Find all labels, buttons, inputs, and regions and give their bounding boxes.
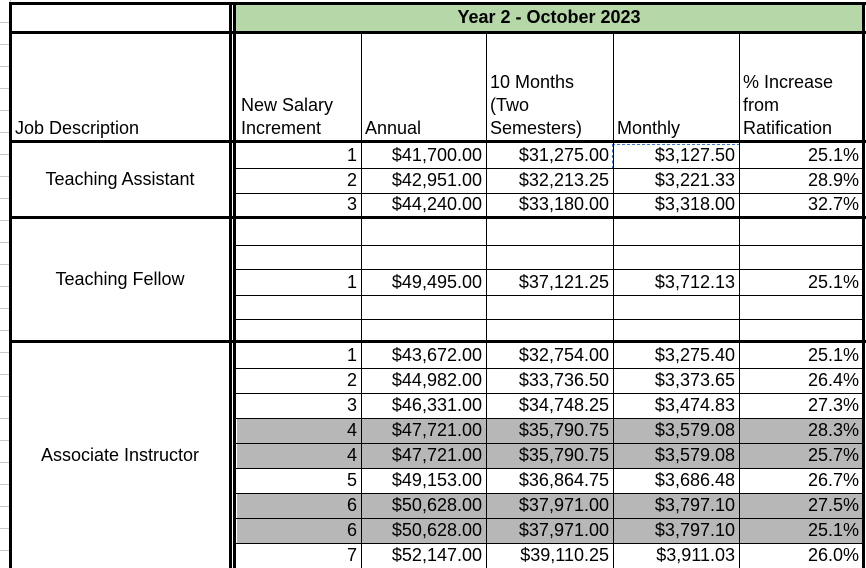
cell-increment[interactable]: 3 — [346, 395, 357, 415]
cell-monthly[interactable]: $3,318.00 — [654, 194, 735, 214]
border-title-bottom — [9, 31, 866, 34]
cell-annual[interactable]: $43,672.00 — [391, 345, 482, 365]
cell-ten-months[interactable]: $32,213.25 — [518, 170, 609, 190]
cell-percent-increase[interactable]: 26.7% — [807, 470, 859, 490]
row-divider — [236, 518, 862, 519]
cell-ten-months[interactable]: $36,864.75 — [518, 470, 609, 490]
cell-annual[interactable]: $52,147.00 — [391, 545, 482, 565]
cell-increment[interactable]: 5 — [346, 470, 357, 490]
cell-increment[interactable]: 1 — [346, 145, 357, 165]
header-monthly[interactable] — [613, 34, 739, 140]
row-divider — [236, 443, 862, 444]
border-top-left — [9, 2, 233, 5]
cell-monthly[interactable]: $3,911.03 — [656, 545, 735, 565]
cell-annual[interactable]: $49,153.00 — [391, 470, 482, 490]
border-group1 — [233, 216, 866, 219]
cell-ten-months[interactable] — [486, 245, 613, 269]
header-increment-line2: Increment — [241, 118, 322, 138]
header-ten-months-line2: (Two — [490, 95, 530, 115]
cell-percent-increase[interactable]: 25.1% — [807, 272, 859, 292]
cell-percent-increase[interactable] — [739, 319, 863, 340]
cell-increment[interactable]: 3 — [346, 194, 357, 214]
header-increase-line2: from — [743, 95, 779, 115]
cell-increment[interactable] — [237, 219, 361, 245]
cell-increment[interactable] — [237, 319, 361, 340]
cell-percent-increase[interactable]: 26.0% — [807, 545, 859, 565]
cell-percent-increase[interactable]: 25.7% — [739, 443, 863, 468]
cell-annual[interactable] — [361, 295, 486, 319]
header-increase-line3: Ratification — [743, 118, 833, 138]
job-teaching-assistant[interactable] — [11, 143, 229, 216]
cell-annual[interactable]: $47,721.00 — [361, 443, 486, 468]
cell-ten-months[interactable] — [486, 295, 613, 319]
row-divider — [236, 319, 862, 320]
cell-annual[interactable] — [361, 219, 486, 245]
border-group2-left — [9, 340, 233, 343]
cell-monthly[interactable]: $3,797.10 — [613, 518, 739, 543]
cell-annual[interactable]: $44,982.00 — [391, 370, 482, 390]
cell-monthly[interactable] — [613, 219, 739, 245]
column-divider — [486, 34, 487, 568]
selected-cell-outline — [612, 144, 740, 169]
header-ten-months-line1: 10 Months — [490, 72, 575, 92]
job-label: Teaching Fellow — [55, 269, 185, 289]
header-annual[interactable] — [361, 34, 486, 140]
cell-ten-months[interactable] — [486, 319, 613, 340]
row-divider — [236, 269, 862, 270]
header-job-label: Job Description — [15, 118, 140, 138]
sheet-title[interactable]: Year 2 - October 2023 — [236, 5, 862, 31]
cell-annual[interactable]: $42,951.00 — [391, 170, 482, 190]
header-job-description[interactable] — [11, 34, 229, 140]
border-left — [9, 2, 12, 568]
cell-monthly[interactable]: $3,474.83 — [654, 395, 735, 415]
cell-monthly[interactable]: $3,127.50 — [654, 145, 735, 165]
cell-monthly[interactable]: $3,373.65 — [654, 370, 735, 390]
job-label: Teaching Assistant — [45, 169, 195, 189]
cell-monthly[interactable] — [613, 245, 739, 269]
cell-ten-months[interactable]: $33,736.50 — [518, 370, 609, 390]
row-divider — [236, 493, 862, 494]
cell-increment[interactable]: 7 — [346, 545, 357, 565]
job-associate-instructor[interactable] — [11, 343, 229, 568]
cell-monthly[interactable]: $3,579.08 — [613, 443, 739, 468]
header-increment[interactable] — [237, 34, 361, 140]
row-divider — [236, 168, 862, 169]
header-increase-line1: % Increase — [743, 72, 834, 92]
cell-ten-months[interactable]: $39,110.25 — [520, 545, 609, 565]
header-ten-months[interactable] — [486, 34, 613, 140]
cell-monthly[interactable]: $3,579.08 — [613, 418, 739, 443]
cell-ten-months[interactable]: $37,971.00 — [486, 493, 613, 518]
cell-increment[interactable]: 1 — [346, 272, 357, 292]
border-right — [862, 2, 865, 568]
cell-ten-months[interactable]: $31,275.00 — [518, 145, 609, 165]
cell-increment[interactable]: 2 — [346, 170, 357, 190]
border-group2 — [233, 340, 866, 343]
cell-annual[interactable]: $49,495.00 — [391, 272, 482, 292]
cell-annual[interactable]: $50,628.00 — [361, 493, 486, 518]
column-divider — [739, 34, 740, 568]
cell-increment[interactable]: 4 — [237, 418, 361, 443]
cell-monthly[interactable]: $3,686.48 — [654, 470, 735, 490]
cell-ten-months[interactable]: $33,180.00 — [518, 194, 609, 214]
cell-ten-months[interactable]: $35,790.75 — [486, 443, 613, 468]
cell-annual[interactable]: $44,240.00 — [391, 194, 482, 214]
border-table-left — [233, 2, 236, 568]
cell-percent-increase[interactable] — [739, 295, 863, 319]
header-ten-months-line3: Semesters) — [490, 118, 583, 138]
column-divider — [613, 34, 614, 568]
cell-percent-increase[interactable]: 25.1% — [739, 518, 863, 543]
cell-percent-increase[interactable]: 25.1% — [807, 345, 859, 365]
cell-percent-increase[interactable]: 27.5% — [739, 493, 863, 518]
header-increment-line1: New Salary — [241, 95, 334, 115]
job-label: Associate Instructor — [40, 445, 200, 465]
cell-annual[interactable]: $41,700.00 — [391, 145, 482, 165]
cell-percent-increase[interactable]: 28.9% — [807, 170, 859, 190]
header-annual-label: Annual — [365, 118, 422, 138]
cell-ten-months[interactable] — [486, 219, 613, 245]
cell-percent-increase[interactable] — [739, 219, 863, 245]
row-divider — [236, 193, 862, 194]
cell-percent-increase[interactable]: 27.3% — [807, 395, 859, 415]
cell-annual[interactable] — [361, 319, 486, 340]
cell-percent-increase[interactable]: 32.7% — [807, 194, 859, 214]
cell-percent-increase[interactable] — [739, 245, 863, 269]
cell-annual[interactable] — [361, 245, 486, 269]
cell-annual[interactable]: $46,331.00 — [391, 395, 482, 415]
cell-increment[interactable]: 2 — [346, 370, 357, 390]
cell-annual[interactable]: $50,628.00 — [361, 518, 486, 543]
cell-monthly[interactable] — [613, 319, 739, 340]
cell-increment[interactable]: 1 — [346, 345, 357, 365]
cell-monthly[interactable]: $3,275.40 — [654, 345, 735, 365]
row-divider — [236, 468, 862, 469]
row-divider — [236, 295, 862, 296]
cell-ten-months[interactable]: $37,121.25 — [518, 272, 609, 292]
header-monthly-label: Monthly — [617, 118, 681, 138]
row-divider — [236, 393, 862, 394]
cell-increment[interactable]: 6 — [237, 493, 361, 518]
cell-monthly[interactable]: $3,221.33 — [654, 170, 735, 190]
cell-monthly[interactable] — [613, 295, 739, 319]
cell-percent-increase[interactable]: 28.3% — [739, 418, 863, 443]
border-group1-left — [9, 216, 233, 219]
cell-ten-months[interactable]: $37,971.00 — [486, 518, 613, 543]
row-divider — [236, 368, 862, 369]
border-header-bottom — [9, 140, 866, 143]
row-divider — [236, 418, 862, 419]
cell-increment[interactable]: 6 — [237, 518, 361, 543]
cell-ten-months[interactable]: $35,790.75 — [486, 418, 613, 443]
cell-increment[interactable] — [237, 245, 361, 269]
border-top — [233, 2, 866, 5]
cell-monthly[interactable]: $3,712.13 — [654, 272, 735, 292]
cell-annual[interactable]: $47,721.00 — [361, 418, 486, 443]
job-teaching-fellow[interactable] — [11, 219, 229, 340]
row-divider — [236, 245, 862, 246]
cell-ten-months[interactable]: $32,754.00 — [518, 345, 609, 365]
row-divider — [236, 543, 862, 544]
cell-percent-increase[interactable]: 25.1% — [807, 145, 859, 165]
cell-percent-increase[interactable]: 26.4% — [807, 370, 859, 390]
border-job-right — [229, 2, 232, 568]
column-divider — [361, 34, 362, 568]
cell-monthly[interactable]: $3,797.10 — [613, 493, 739, 518]
cell-increment[interactable]: 4 — [237, 443, 361, 468]
header-increase[interactable] — [739, 34, 863, 140]
cell-ten-months[interactable]: $34,748.25 — [518, 395, 609, 415]
cell-increment[interactable] — [237, 295, 361, 319]
